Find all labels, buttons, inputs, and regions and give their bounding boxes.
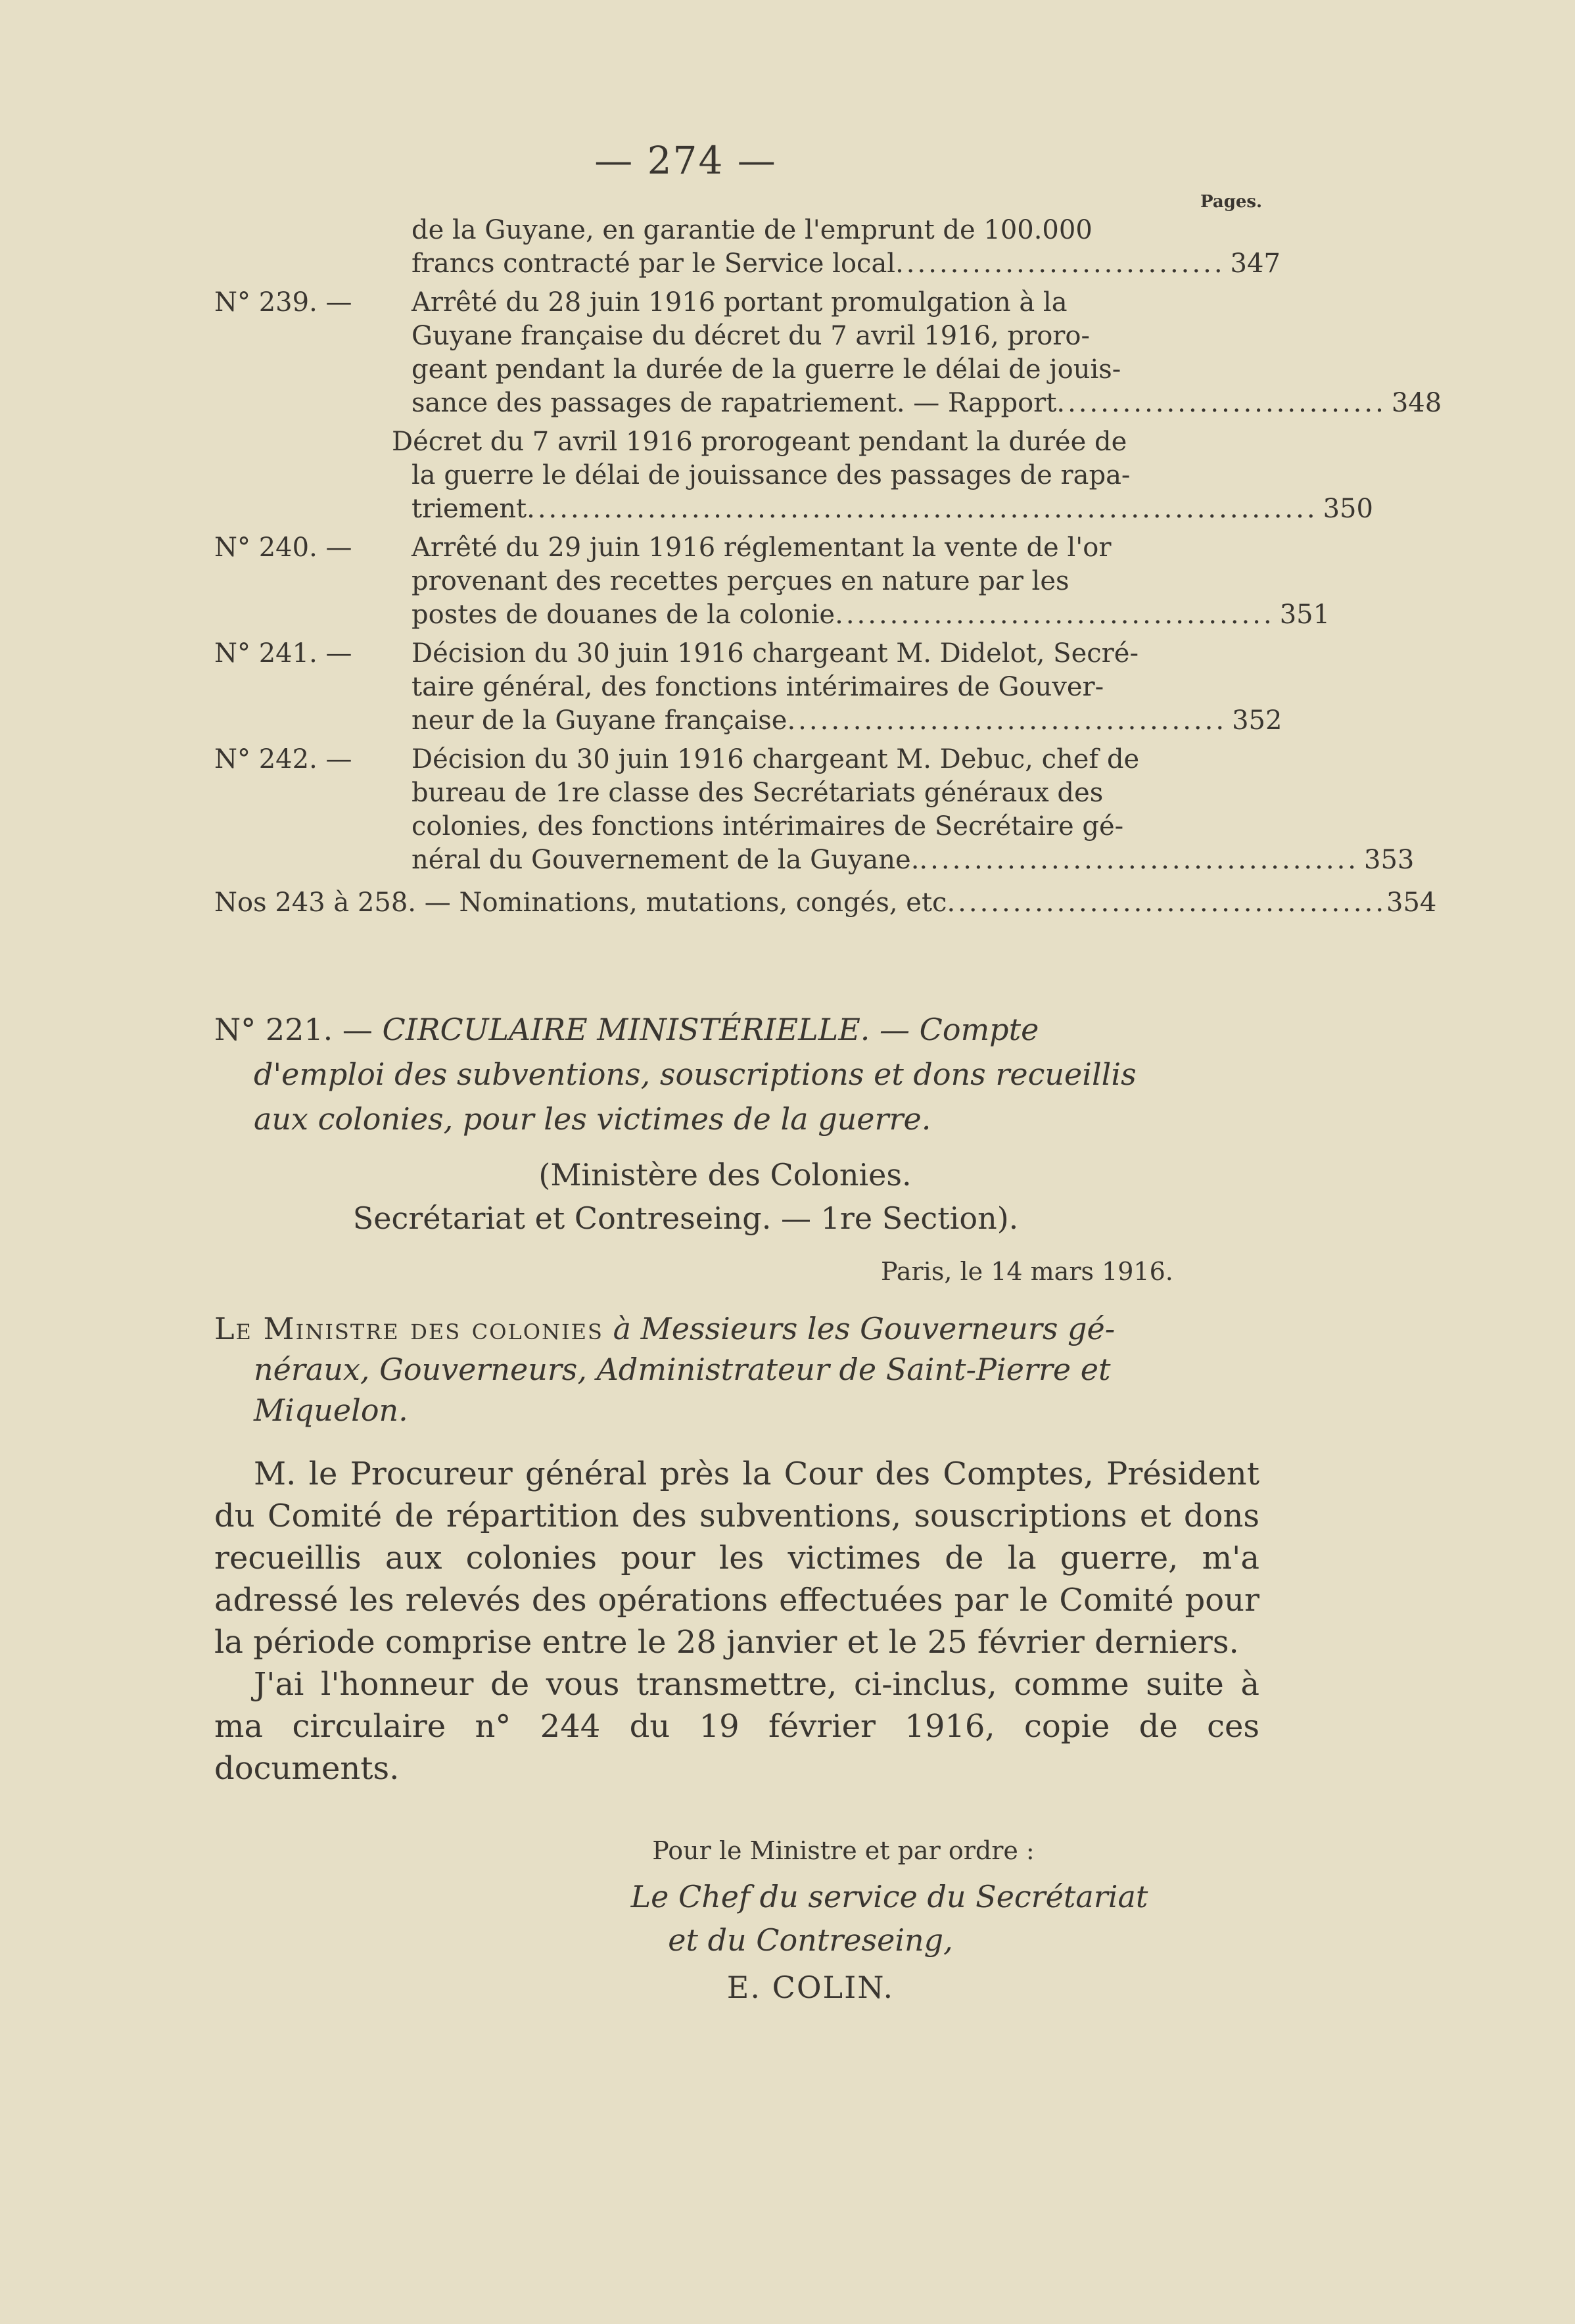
toc-line: triement bbox=[411, 494, 527, 524]
toc-line: Arrêté du 29 juin 1916 réglementant la vente de l'or bbox=[411, 533, 1112, 563]
toc-line: colonies, des fonctions intérimaires de Secrétaire gé- bbox=[411, 811, 1124, 842]
recipients: à Messieurs les Gouverneurs gé- bbox=[613, 1311, 1116, 1346]
toc-line: francs contracté par le Service local bbox=[411, 249, 896, 279]
toc-entry bbox=[214, 743, 1415, 877]
toc-page-number: 350 bbox=[1323, 494, 1373, 524]
ministry-line: Secrétariat et Contreseing. — 1re Section). bbox=[352, 1200, 1019, 1236]
dot-leader: ........................................ bbox=[919, 845, 1359, 875]
toc-entry bbox=[214, 214, 1281, 281]
toc-line: taire général, des fonctions intérimaires de Gouver- bbox=[411, 672, 1104, 702]
toc-line: de la Guyane, en garantie de l'emprunt de 100.000 bbox=[411, 215, 1093, 245]
recipients: Miquelon. bbox=[254, 1392, 408, 1428]
toc-line: bureau de 1re classe des Secrétariats généraux des bbox=[411, 778, 1104, 808]
toc-page-number: 354 bbox=[1386, 888, 1437, 918]
toc-line: Décret du 7 avril 1916 prorogeant pendant la durée de bbox=[392, 427, 1127, 457]
toc-page-number: 352 bbox=[1232, 705, 1282, 736]
toc-line-with-page bbox=[214, 247, 1281, 281]
dot-leader: .............................. bbox=[895, 249, 1225, 279]
toc-entry bbox=[214, 637, 1282, 738]
toc-line: Guyane française du décret du 7 avril 1916, proro- bbox=[411, 321, 1091, 351]
recipients: néraux, Gouverneurs, Administrateur de Saint-Pierre et bbox=[254, 1352, 1111, 1387]
toc-page-number: 351 bbox=[1279, 600, 1330, 630]
dot-leader: ........................................ bbox=[947, 888, 1387, 918]
paragraph: M. le Procureur général près la Cour des Comptes, Président du Comité de répartition des subventions, souscriptions et dons recueillis aux colonies pour les victimes de la guerre, m'a adressé les relevés des opérations effectuées par le Comité pour la période comprise entre le 28 janvier et le 25 février derniers. bbox=[214, 1456, 1259, 1661]
ministry-line: (Ministère des Colonies. bbox=[538, 1157, 912, 1193]
toc-line-with-page bbox=[214, 387, 1442, 420]
sender: Le Ministre des colonies bbox=[214, 1311, 603, 1346]
toc-line: Arrêté du 28 juin 1916 portant promulgation à la bbox=[411, 287, 1068, 318]
circular-subtitle: d'emploi des subventions, souscriptions et dons recueillis bbox=[254, 1056, 1137, 1092]
toc-line-with-page bbox=[214, 598, 1330, 632]
toc-entry-number: N° 239. — bbox=[214, 287, 352, 318]
toc-final-line bbox=[214, 886, 1437, 920]
toc-line: neur de la Guyane française bbox=[411, 705, 788, 736]
toc-line-with-page bbox=[214, 843, 1415, 877]
signature-line: et du Contreseing, bbox=[668, 1922, 953, 1958]
circular-subtitle: aux colonies, pour les victimes de la guerre. bbox=[254, 1101, 931, 1137]
toc-line: Décision du 30 juin 1916 chargeant M. Debuc, chef de bbox=[411, 744, 1140, 774]
dot-leader: .............................. bbox=[1056, 388, 1386, 418]
pages-column-label: Pages. bbox=[1200, 192, 1263, 212]
toc-entry bbox=[214, 531, 1330, 632]
toc-line: postes de douanes de la colonie bbox=[411, 600, 835, 630]
letter-body bbox=[214, 1453, 1259, 1790]
signature-line: Le Chef du service du Secrétariat bbox=[630, 1879, 1148, 1914]
toc-entry-number: N° 240. — bbox=[214, 533, 352, 563]
toc-page-number: 353 bbox=[1364, 845, 1415, 875]
toc-entry-number: N° 242. — bbox=[214, 744, 352, 774]
signature-line: Pour le Ministre et par ordre : bbox=[652, 1836, 1035, 1865]
signatory-name: E. COLIN. bbox=[726, 1970, 895, 2005]
table-of-contents bbox=[214, 214, 1442, 920]
toc-line: néral du Gouvernement de la Guyane. bbox=[411, 845, 920, 875]
toc-line: sance des passages de rapatriement. — Rapport bbox=[411, 388, 1057, 418]
circular-number: N° 221. — bbox=[214, 1012, 373, 1047]
dot-leader: ........................................ bbox=[787, 705, 1227, 736]
toc-page-number: 347 bbox=[1230, 249, 1281, 279]
circular-heading bbox=[214, 1007, 1259, 1141]
paragraph: J'ai l'honneur de vous transmettre, ci-inclus, comme suite à ma circulaire n° 244 du 19 février 1916, copie de ces documents. bbox=[214, 1666, 1259, 1787]
dot-leader: ........................................................................ bbox=[527, 494, 1318, 524]
dateline: Paris, le 14 mars 1916. bbox=[881, 1257, 1173, 1286]
toc-line: geant pendant la durée de la guerre le délai de jouis- bbox=[411, 354, 1121, 385]
toc-line-with-page bbox=[214, 704, 1282, 738]
toc-line: Nos 243 à 258. — Nominations, mutations, congés, etc bbox=[214, 888, 947, 918]
toc-entry bbox=[214, 286, 1442, 420]
address-block bbox=[214, 1308, 1259, 1431]
toc-page-number: 348 bbox=[1391, 388, 1442, 418]
toc-entry bbox=[214, 425, 1373, 526]
toc-line: Décision du 30 juin 1916 chargeant M. Didelot, Secré- bbox=[411, 638, 1139, 669]
toc-line-with-page bbox=[214, 492, 1373, 526]
dot-leader: ........................................ bbox=[835, 600, 1275, 630]
page-number: — 274 — bbox=[594, 138, 777, 183]
circular-title: CIRCULAIRE MINISTÉRIELLE. — Compte bbox=[382, 1012, 1039, 1047]
toc-line: la guerre le délai de jouissance des passages de rapa- bbox=[411, 460, 1131, 490]
toc-entry-number: N° 241. — bbox=[214, 638, 352, 669]
toc-line: provenant des recettes perçues en nature par les bbox=[411, 566, 1070, 596]
